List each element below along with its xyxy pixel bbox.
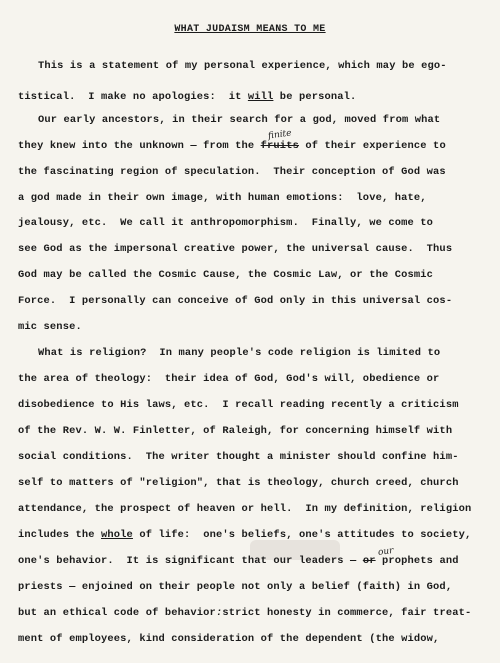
text-line: priests — enjoined on their people not only a belief (faith) in God, xyxy=(18,581,453,593)
text-line: but an ethical code of behavior:strict honesty in commerce, fair treat- xyxy=(18,607,472,619)
text-line: jealousy, etc. We call it anthropomorphism. Finally, we come to xyxy=(18,217,434,229)
text-line: Force. I personally can conceive of God only in this universal cos- xyxy=(18,295,453,307)
text-line: Our early ancestors, in their search for a god, moved from what xyxy=(38,114,441,126)
text-line: God may be called the Cosmic Cause, the Cosmic Law, or the Cosmic xyxy=(18,269,434,281)
text-line: of the Rev. W. W. Finletter, of Raleigh, for concerning himself with xyxy=(18,425,453,437)
document-title: WHAT JUDAISM MEANS TO ME xyxy=(174,24,326,35)
text-line: attendance, the prospect of heaven or hell. In my definition, religion xyxy=(18,503,472,515)
text-line: disobedience to His laws, etc. I recall reading recently a criticism xyxy=(18,399,459,411)
text-line: social conditions. The writer thought a minister should confine him- xyxy=(18,451,459,463)
text-line: mic sense. xyxy=(18,321,82,333)
text-line: ment of employees, kind consideration of the dependent (the widow, xyxy=(18,633,440,645)
text-line: self to matters of "religion", that is theology, church creed, church xyxy=(18,477,459,489)
text-line: a god made in their own image, with human emotions: love, hate, xyxy=(18,192,427,204)
text-line: What is religion? In many people's code religion is limited to xyxy=(38,347,441,359)
text-line: the fascinating region of speculation. Their conception of God was xyxy=(18,166,446,178)
text-line: see God as the impersonal creative power, the universal cause. Thus xyxy=(18,243,453,255)
text-line: the area of theology: their idea of God, God's will, obedience or xyxy=(18,373,440,385)
text-line: tistical. I make no apologies: it will be personal. xyxy=(18,91,357,103)
handwritten-insert: our xyxy=(377,545,395,559)
text-line: This is a statement of my personal experience, which may be ego- xyxy=(38,60,447,72)
text-line: includes the whole of life: one's beliefs, one's attitudes to society, xyxy=(18,529,472,541)
text-line: one's behavior. It is significant that our leaders — or prophets and xyxy=(18,555,459,567)
text-line: they knew into the unknown — from the fruits of their experience to xyxy=(18,140,446,152)
handwritten-insert: finite xyxy=(267,128,293,142)
